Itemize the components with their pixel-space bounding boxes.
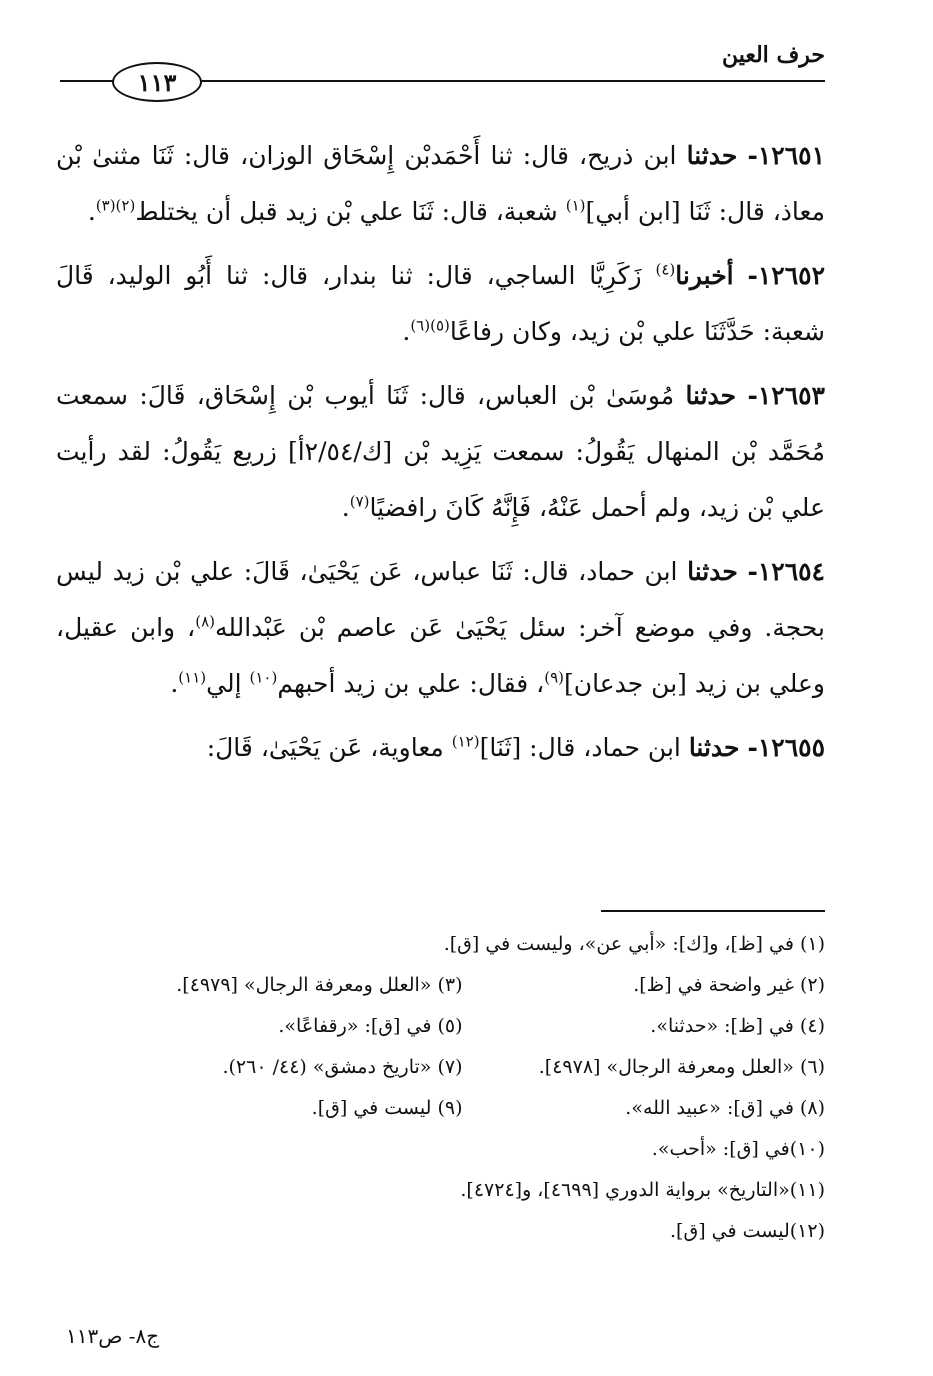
entry-12651 [56,128,825,240]
footnote-1: (١) في [ظ]، و[ك]: «أبي عن»، وليست في [ق]. [443,933,825,955]
entry-keyword: حدثنا [686,141,738,170]
footnote-4: (٤) في [ظ]: «حدثنا». [650,1015,825,1037]
footnote-ref: (٢)(٣) [95,196,136,215]
footnote-ref: (٤) [655,260,676,279]
entry-text: مُوسَىٰ بْن العباس، قال: ثَنَا أيوب بْن إِسْحَاق، قَالَ: سمعت مُحَمَّد بْن المنهال يَقُولُ: سمعت يَزِيد بْن [ك/٢/٥٤أ] زريع يَقُولُ: لقد رأيت علي بْن زيد، ولم أحمل عَنْهُ، فَإِنَّهُ كَانَ رافضيًا [56,381,825,522]
entry-12653 [56,368,825,536]
entry-text: شعبة، قال: ثَنَا علي بْن زيد قبل أن يختلط [135,197,566,226]
page-number: ١١٣ [137,67,177,97]
running-head: حرف العين [721,42,825,68]
footnotes [100,924,825,1252]
entry-keyword: حدثنا [688,733,740,762]
page-number-oval [112,62,202,102]
footnote-ref: (٧) [349,492,370,511]
footnote-9: (٩) ليست في [ق]. [311,1097,463,1119]
footnote-row [100,1047,825,1088]
page-footer-ref: ج٨- ص١١٣ [66,1324,160,1348]
entry-text: ، وابن عقيل، وعلي بن زيد [بن جدعان] [56,613,825,698]
footnote-row [100,1088,825,1129]
entry-text: ابن ذريح، قال: ثنا أَحْمَدبْن إِسْحَاق الوزان، قال: ثَنَا مثنىٰ بْن معاذ، قال: ثَنَا [ابن أبي] [56,141,825,226]
footnote-row [100,1170,825,1211]
footnote-11: (١١)«التاريخ» برواية الدوري [٤٦٩٩]، و[٤٧٢٤]. [460,1179,825,1201]
entry-keyword: أخبرنا [675,261,734,290]
entry-text: ، فقال: علي بن زيد أحبهم [277,669,545,698]
entry-text: . [402,317,411,346]
entry-number: ١٢٦٥٢- [747,261,826,290]
footnote-row [100,924,825,965]
entry-number: ١٢٦٥١- [747,141,825,170]
entry-12655 [56,720,825,776]
footnote-ref: (٨) [195,612,215,631]
entry-text: ابن حماد، قال: ثَنَا عباس، عَن يَحْيَىٰ، قَالَ: علي بْن زيد ليس بحجة. وفي موضع آخر: سئل يَحْيَىٰ عَن عاصم بْن عَبْدالله [56,557,825,642]
footnote-row [100,1006,825,1047]
footnote-ref: (٩) [544,668,564,687]
footnote-3: (٣) «العلل ومعرفة الرجال» [٤٩٧٩]. [176,974,463,996]
footnote-8: (٨) في [ق]: «عبيد الله». [625,1097,825,1119]
footnote-ref: (٥)(٦) [410,316,450,335]
footnote-6: (٦) «العلل ومعرفة الرجال» [٤٩٧٨]. [538,1056,825,1078]
footnote-ref: (١٢) [451,732,480,751]
entry-text: . [170,669,179,698]
footnote-10: (١٠)في [ق]: «أحب». [651,1138,825,1160]
entry-keyword: حدثنا [685,381,737,410]
footnote-row [100,965,825,1006]
entry-text: إلي [206,669,250,698]
footnote-ref: (١١) [178,668,207,687]
entry-keyword: حدثنا [687,557,738,586]
footnote-ref: (١) [565,196,586,215]
entry-text: زَكَرِيَّا الساجي، قال: ثنا بندار، قال: ثنا أَبُو الوليد، قَالَ شعبة: حَدَّثَنَا علي بْن زيد، وكان رفاعًا [56,261,825,346]
footnote-7: (٧) «تاريخ دمشق» (٤٤/ ٢٦٠). [222,1056,463,1078]
footnote-12: (١٢)ليست في [ق]. [670,1220,825,1242]
main-text [56,128,825,784]
entry-text: ابن حماد، قال: [ثَنَا] [479,733,689,762]
entry-12652 [56,248,825,360]
entry-number: ١٢٦٥٥- [747,733,825,762]
entry-number: ١٢٦٥٣- [747,381,825,410]
footnote-ref: (١٠) [249,668,278,687]
entry-number: ١٢٦٥٤- [747,557,825,586]
footnote-5: (٥) في [ق]: «رقفاعًا». [278,1015,463,1037]
entry-12654 [56,544,825,712]
entry-text: . [341,493,350,522]
footnote-rule [601,910,825,912]
footnote-row [100,1129,825,1170]
entry-text: معاوية، عَن يَحْيَىٰ، قَالَ: [206,733,452,762]
footnote-2: (٢) غير واضحة في [ظ]. [633,974,825,996]
footnote-row [100,1211,825,1252]
entry-text: . [87,197,96,226]
